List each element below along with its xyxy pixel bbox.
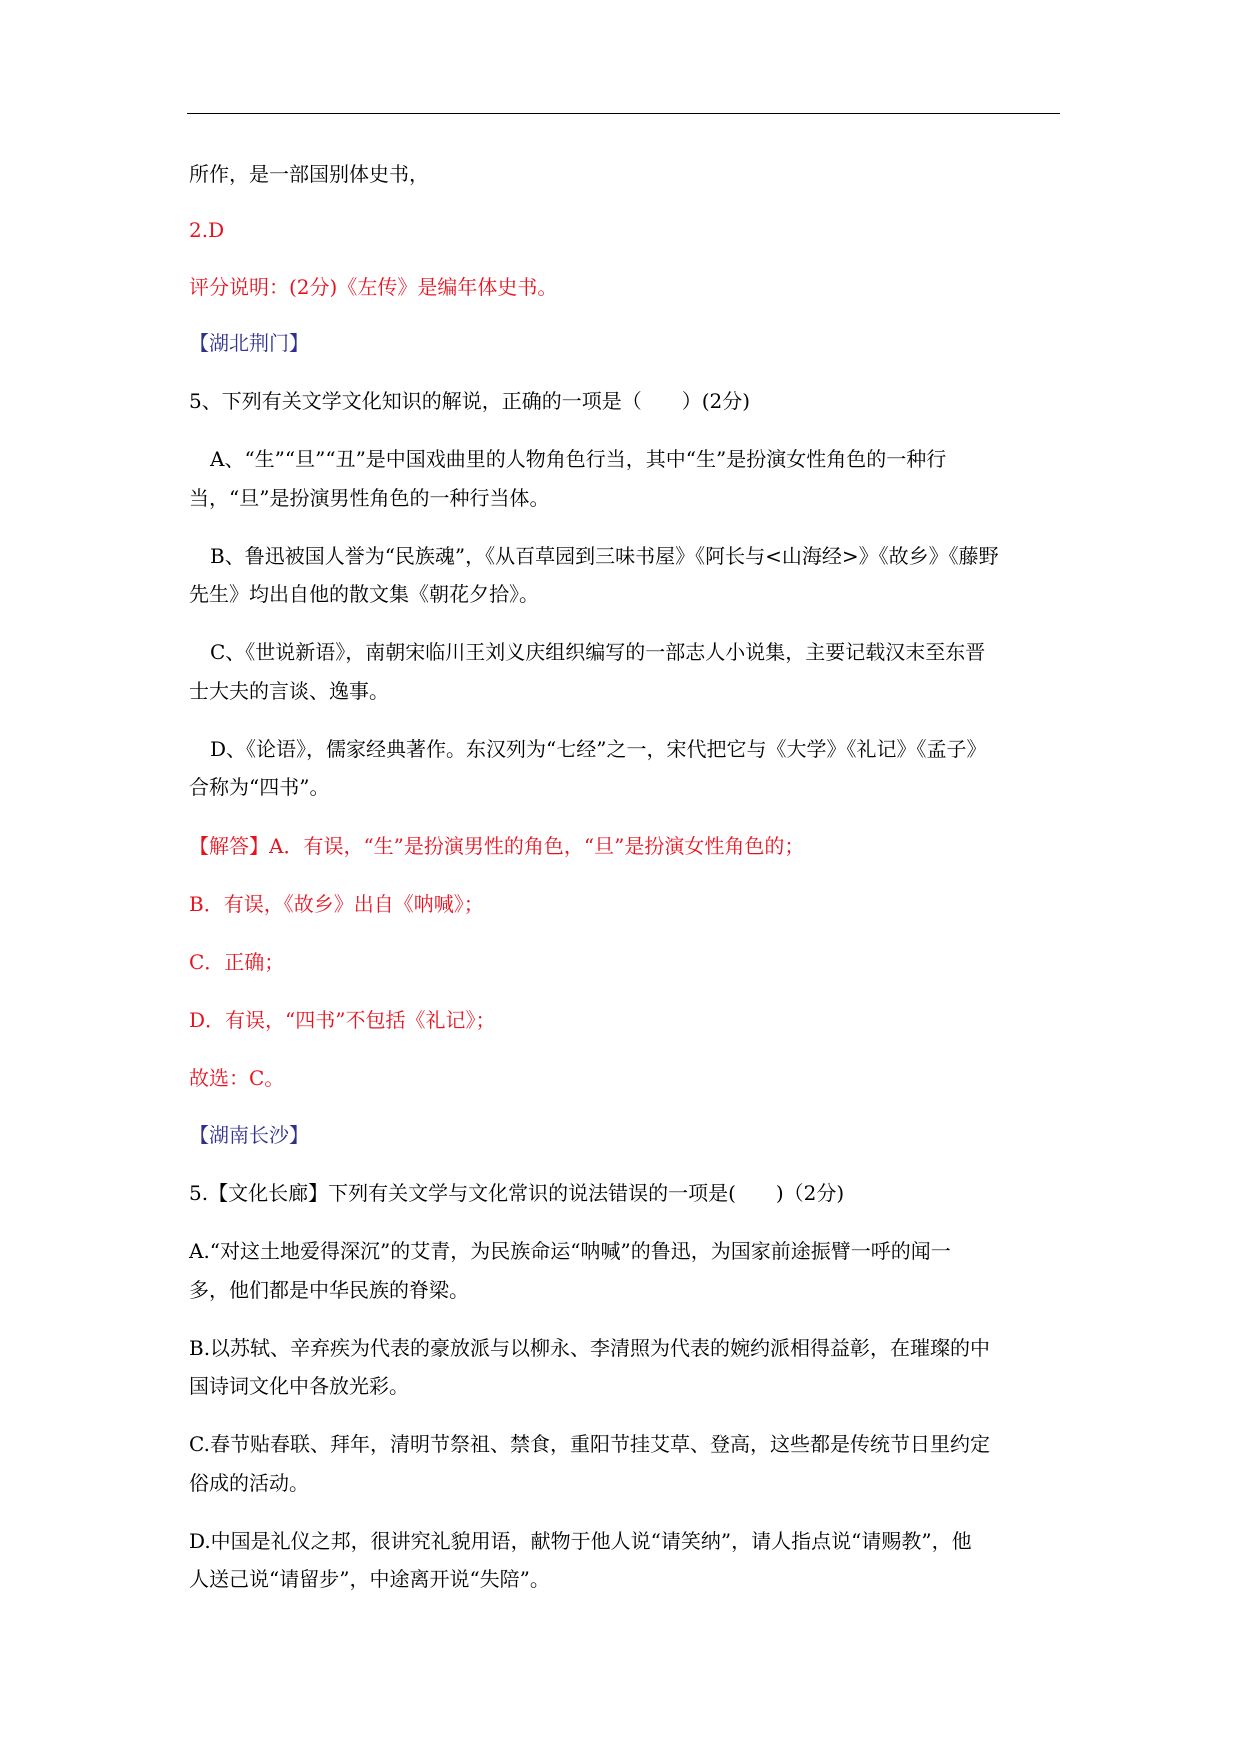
option-a-line2: 多，他们都是中华民族的脊梁。 (189, 1278, 469, 1302)
region-heading-hubei-jingmen: 【湖北荆门】 (189, 331, 309, 355)
option-c-line2: 士大夫的言谈、逸事。 (189, 679, 389, 703)
answer-explanation-d: D．有误，“四书”不包括《礼记》； (189, 1008, 496, 1032)
option-a-line1: A、“生”“旦”“丑”是中国戏曲里的人物角色行当，其中“生”是扮演女性角色的一种行 (210, 447, 947, 471)
answer-explanation-b: B．有误，《故乡》出自《呐喊》； (189, 892, 484, 916)
paragraph-line: 所作，是一部国别体史书， (189, 162, 429, 186)
option-d-line1: D、《论语》，儒家经典著作。东汉列为“七经”之一，宋代把它与《大学》《礼记》《孟子》 (210, 737, 987, 761)
option-a-line2: 当，“旦”是扮演男性角色的一种行当体。 (189, 486, 550, 510)
answer-number: 2.D (189, 218, 225, 242)
option-c-line1: C.春节贴春联、拜年，清明节祭祖、禁食，重阳节挂艾草、登高，这些都是传统节日里约定 (189, 1432, 990, 1456)
option-d-line2: 人送己说“请留步”，中途离开说“失陪”。 (189, 1567, 550, 1591)
question-stem: 5、下列有关文学文化知识的解说，正确的一项是（ ）(2分) (189, 389, 751, 413)
option-b-line2: 先生》均出自他的散文集《朝花夕拾》。 (189, 582, 539, 606)
option-d-line1: D.中国是礼仪之邦，很讲究礼貌用语，献物于他人说“请笑纳”，请人指点说“请赐教”，他 (189, 1529, 972, 1553)
answer-explanation-c: C．正确； (189, 950, 285, 974)
answer-choice: 故选：C。 (189, 1066, 285, 1090)
header-rule (187, 113, 1060, 114)
option-b-line1: B、鲁迅被国人誉为“民族魂”，《从百草园到三味书屋》《阿长与<山海经>》《故乡》《藤野 (210, 544, 999, 568)
region-heading-hunan-changsha: 【湖南长沙】 (189, 1123, 309, 1147)
option-d-line2: 合称为“四书”。 (189, 775, 330, 799)
option-a-line1: A.“对这土地爱得深沉”的艾青，为民族命运“呐喊”的鲁迅，为国家前途振臂一呼的闻一 (189, 1239, 951, 1263)
option-c-line1: C、《世说新语》，南朝宋临川王刘义庆组织编写的一部志人小说集，主要记载汉末至东晋 (210, 640, 986, 664)
option-b-line2: 国诗词文化中各放光彩。 (189, 1374, 409, 1398)
answer-explanation-a: 【解答】A．有误，“生”是扮演男性的角色，“旦”是扮演女性角色的； (189, 834, 805, 858)
option-c-line2: 俗成的活动。 (189, 1471, 309, 1495)
scoring-note: 评分说明：(2分)《左传》是编年体史书。 (189, 275, 558, 299)
option-b-line1: B.以苏轼、辛弃疾为代表的豪放派与以柳永、李清照为代表的婉约派相得益彰，在璀璨的中 (189, 1336, 991, 1360)
question-stem: 5.【文化长廊】下列有关文学与文化常识的说法错误的一项是( )（2分) (189, 1181, 845, 1205)
